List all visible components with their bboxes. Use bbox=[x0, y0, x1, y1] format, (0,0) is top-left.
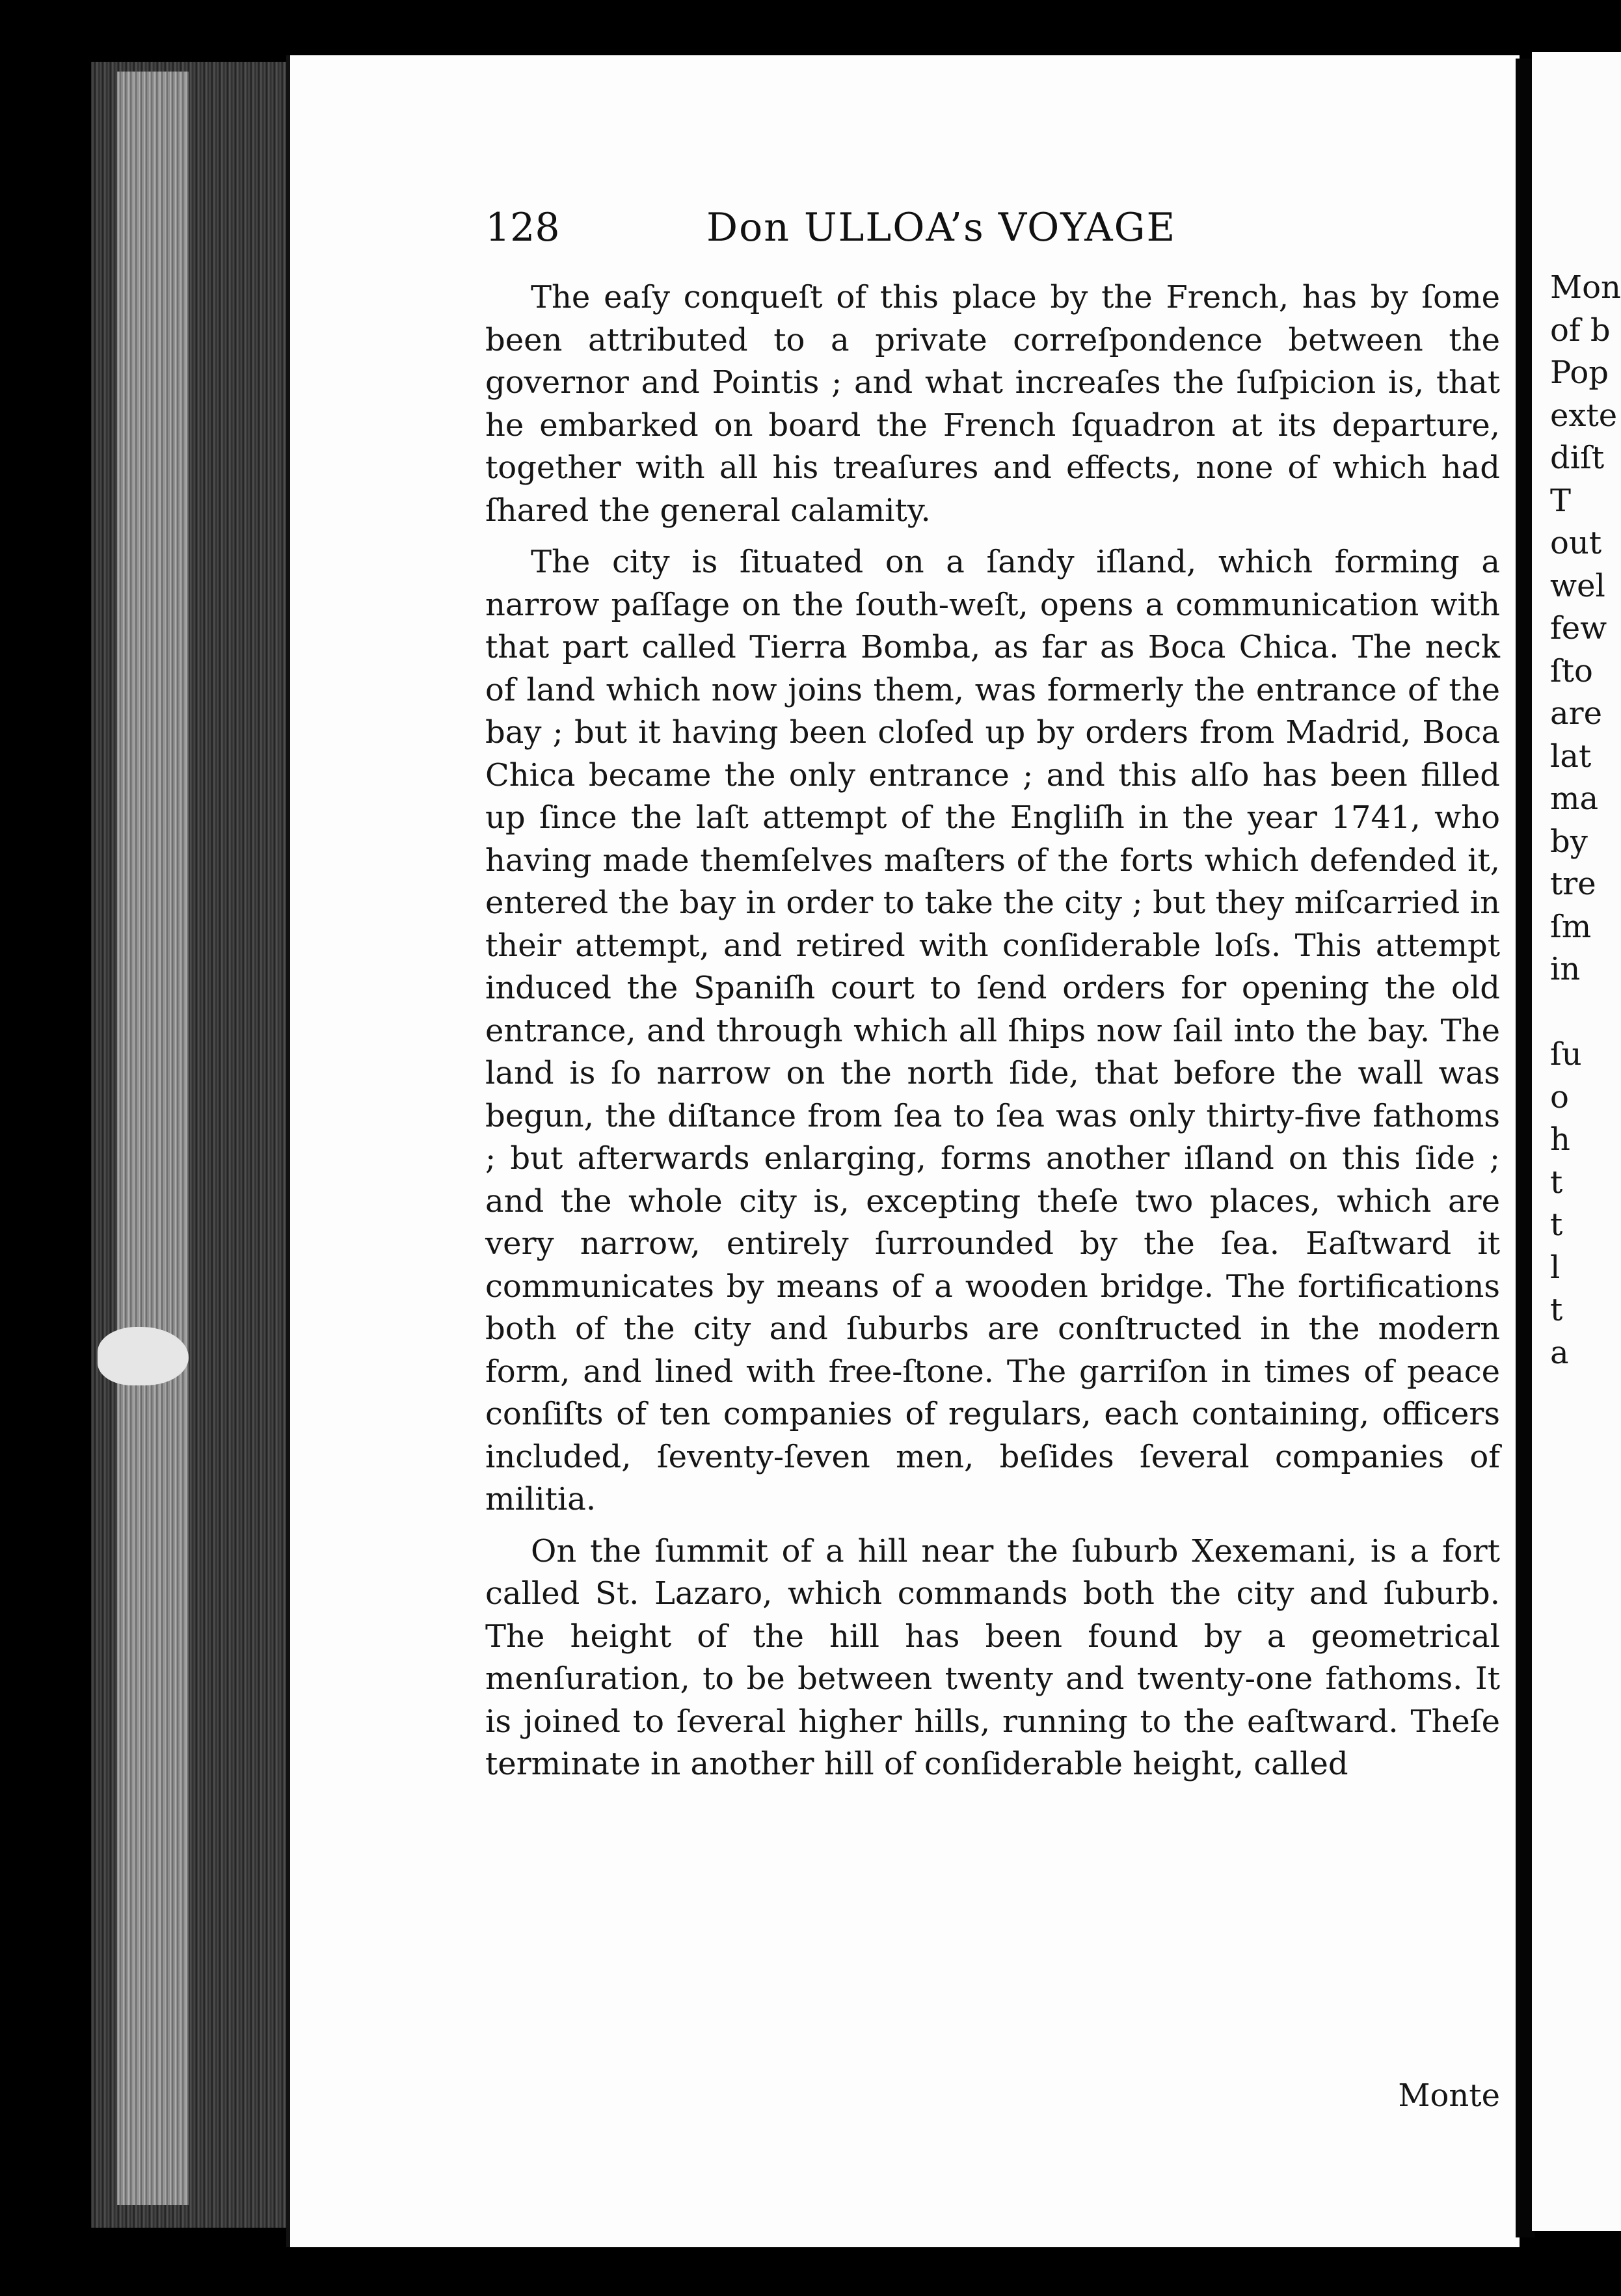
facing-page-fragment: ma bbox=[1550, 781, 1599, 817]
facing-page-fragment: exte bbox=[1550, 397, 1618, 434]
body-text bbox=[485, 276, 1500, 1795]
facing-page-fragment: t bbox=[1550, 1164, 1563, 1201]
fore-edge-highlight bbox=[117, 72, 189, 2205]
facing-page-fragment: diſt bbox=[1550, 440, 1605, 476]
facing-page-fragment: out bbox=[1550, 525, 1602, 561]
fore-edge-blemish bbox=[98, 1327, 189, 1385]
running-head: Don ULLOA’s VOYAGE bbox=[706, 205, 1177, 250]
facing-page bbox=[1532, 52, 1621, 2231]
facing-page-fragment: T bbox=[1550, 482, 1572, 519]
left-page bbox=[286, 55, 1520, 2247]
facing-page-fragment: of b bbox=[1550, 312, 1611, 349]
facing-page-fragment: ſm bbox=[1550, 908, 1592, 945]
facing-page-fragment: h bbox=[1550, 1121, 1570, 1158]
facing-page-fragment: ſu bbox=[1550, 1036, 1582, 1073]
facing-page-fragment: t bbox=[1550, 1292, 1563, 1328]
facing-page-fragment: wel bbox=[1550, 567, 1605, 604]
paragraph-city-situation: The city is ſituated on a ſandy iſland, which forming a narrow paſſage on the ſouth-weſt, opens a communication with that part called Tierra Bomba, as far as Boca Chica. The neck of land which now joins them, was formerly the entrance of the bay ; but it having been cloſed up by orders from Madrid, Boca Chica became the only entrance ; and this alſo has been filled up ſince the laſt attempt of the Engliſh in the year 1741, who having made themſelves maſters of the forts which defended it, entered the bay in order to take the city ; but they miſcarried in their attempt, and retired with conſiderable loſs. This attempt induced the Spaniſh court to ſend orders for opening the old entrance, and through which all ſhips now ſail into the bay. The land is ſo narrow on the north ſide, that before the wall was begun, the diſtance from ſea to ſea was only thirty-five fathoms ; but afterwards enlarging, forms another iſland on this ſide ; and the whole city is, excepting theſe two places, which are very narrow, entirely ſurrounded by the ſea. Eaſtward it communicates by means of a wooden bridge. The fortifications both of the city and ſuburbs are conſtructed in the modern form, and lined with free-ſtone. The garriſon in times of peace conſiſts of ten companies of regulars, each containing, officers included, ſeventy-ſeven men, beſides ſeveral companies of militia. bbox=[485, 544, 1500, 1517]
facing-page-fragment: in bbox=[1550, 951, 1581, 987]
paragraph-conquest: The eaſy conqueſt of this place by the French, has by ſome been attributed to a private correſpondence between the governor and Pointis ; and what increaſes the ſuſpicion is, that he embarked on board the French ſquadron at its departure, together with all his treaſures and effects, none of which had ſhared the general calamity. bbox=[485, 279, 1500, 529]
facing-page-fragment bbox=[1550, 991, 1621, 1034]
facing-page-fragment: a bbox=[1550, 1334, 1569, 1371]
facing-page-fragment: tre bbox=[1550, 866, 1596, 902]
catchword: Monte bbox=[1398, 2077, 1500, 2114]
facing-page-fragment: ſto bbox=[1550, 652, 1593, 689]
page-header bbox=[485, 192, 1500, 263]
facing-page-fragment: o bbox=[1550, 1078, 1569, 1115]
facing-page-text bbox=[1550, 267, 1621, 1374]
facing-page-fragment: t bbox=[1550, 1207, 1563, 1243]
page-number: 128 bbox=[485, 205, 560, 250]
facing-page-fragment: by bbox=[1550, 823, 1588, 860]
paragraph-fort-st-lazaro: On the ſummit of a hill near the ſuburb Xexemani, is a fort called St. Lazaro, which commands both the city and ſuburb. The height of the hill has been found by a geometrical menſuration, to be between twenty and twenty-one fathoms. It is joined to ſeveral higher hills, running to the eaſtward. Theſe terminate in another hill of conſiderable height, called bbox=[485, 1532, 1500, 1782]
facing-page-fragment: Mon bbox=[1550, 269, 1621, 306]
facing-page-fragment: l bbox=[1550, 1249, 1561, 1286]
facing-page-fragment: lat bbox=[1550, 738, 1592, 775]
facing-page-fragment: few bbox=[1550, 610, 1607, 647]
facing-page-fragment: are bbox=[1550, 695, 1602, 732]
facing-page-fragment: Pop bbox=[1550, 354, 1609, 391]
